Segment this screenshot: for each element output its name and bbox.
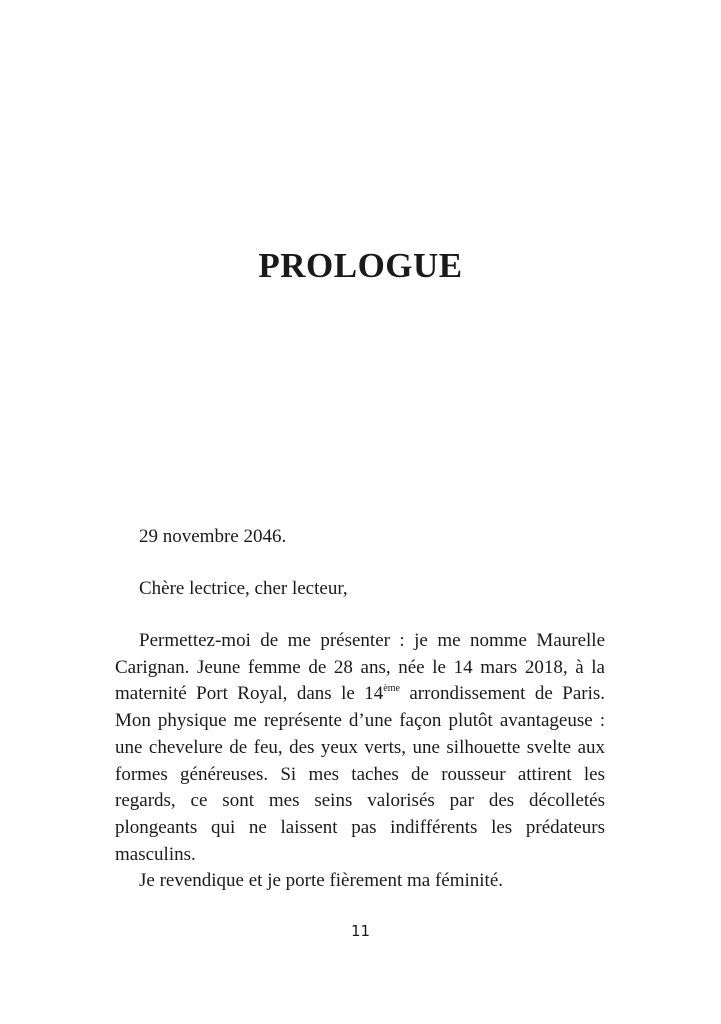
date-line [115,524,605,551]
paragraph-introduction-part2: arrondissement de Paris. Mon physique me représente d’une façon plutôt avantageuse : une chevelure de feu, des yeux verts, une silhouette svelte aux formes généreuses. Si mes taches de rousseur attirent les regards, ce sont mes seins valorisés par des décolletés plongeants qui ne laissent pas indifférents les prédateurs masculins. [115,683,606,865]
ordinal-superscript: ème [383,683,400,695]
paragraph-introduction [115,628,605,868]
salutation-text: Chère lectrice, cher lecteur, [139,578,348,599]
paragraph-introduction-part1: Permettez-moi de me présenter : je me nomme Maurelle Carignan. Jeune femme de 28 ans, née le 14 mars 2018, à la maternité Port Royal, dans le 14 [115,630,605,705]
chapter-title: PROLOGUE [258,246,463,285]
paragraph-feminity: Je revendique et je porte fièrement ma féminité. [139,870,504,892]
page-number: 11 [350,922,371,940]
date-text: 29 novembre 2046. [139,526,287,547]
body-paragraphs [115,628,605,895]
salutation-line [115,576,605,603]
